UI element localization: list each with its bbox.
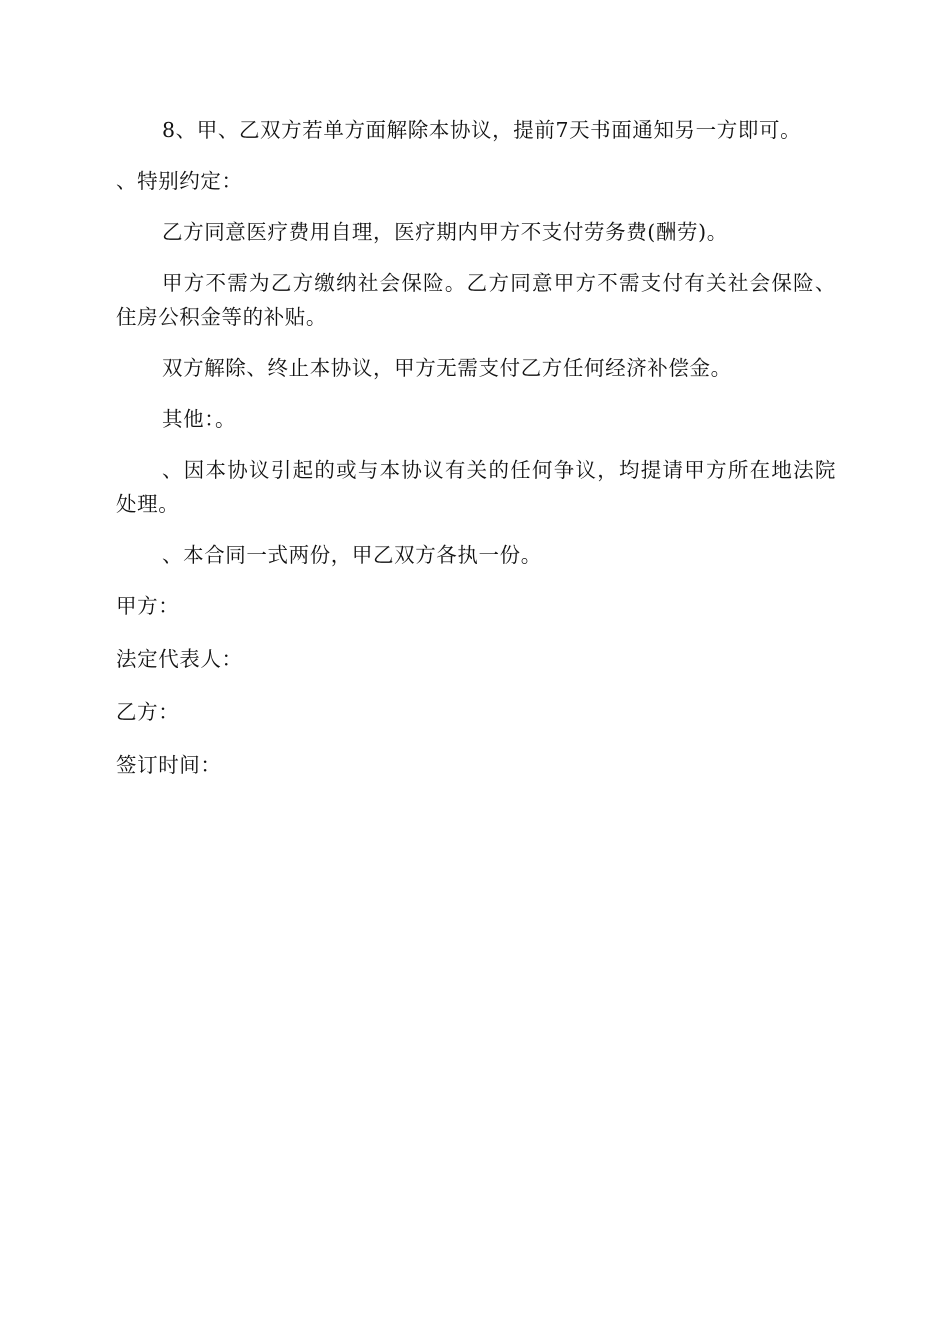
legal-representative-label: 法定代表人： — [116, 647, 243, 671]
clause-no-compensation: 双方解除、终止本协议，甲方无需支付乙方任何经济补偿金。 — [162, 356, 732, 380]
clause-8-termination-notice: 8、甲、乙双方若单方面解除本协议，提前7天书面通知另一方即可。 — [162, 118, 802, 142]
party-a-label: 甲方： — [116, 594, 180, 618]
party-b-label: 乙方： — [116, 700, 180, 724]
clause-copies: 、本合同一式两份，甲乙双方各执一份。 — [162, 543, 542, 567]
signature-block — [116, 589, 836, 782]
document-body — [116, 113, 836, 801]
sign-date-label: 签订时间： — [116, 753, 222, 777]
clause-dispute-resolution: 、因本协议引起的或与本协议有关的任何争议，均提请甲方所在地法院处理。 — [116, 458, 836, 516]
clause-medical-expenses: 乙方同意医疗费用自理，医疗期内甲方不支付劳务费(酬劳)。 — [162, 220, 728, 244]
clause-social-insurance: 甲方不需为乙方缴纳社会保险。乙方同意甲方不需支付有关社会保险、住房公积金等的补贴。 — [116, 271, 836, 329]
clause-other: 其他：。 — [162, 407, 237, 431]
special-terms-heading: 、特别约定： — [116, 169, 243, 193]
